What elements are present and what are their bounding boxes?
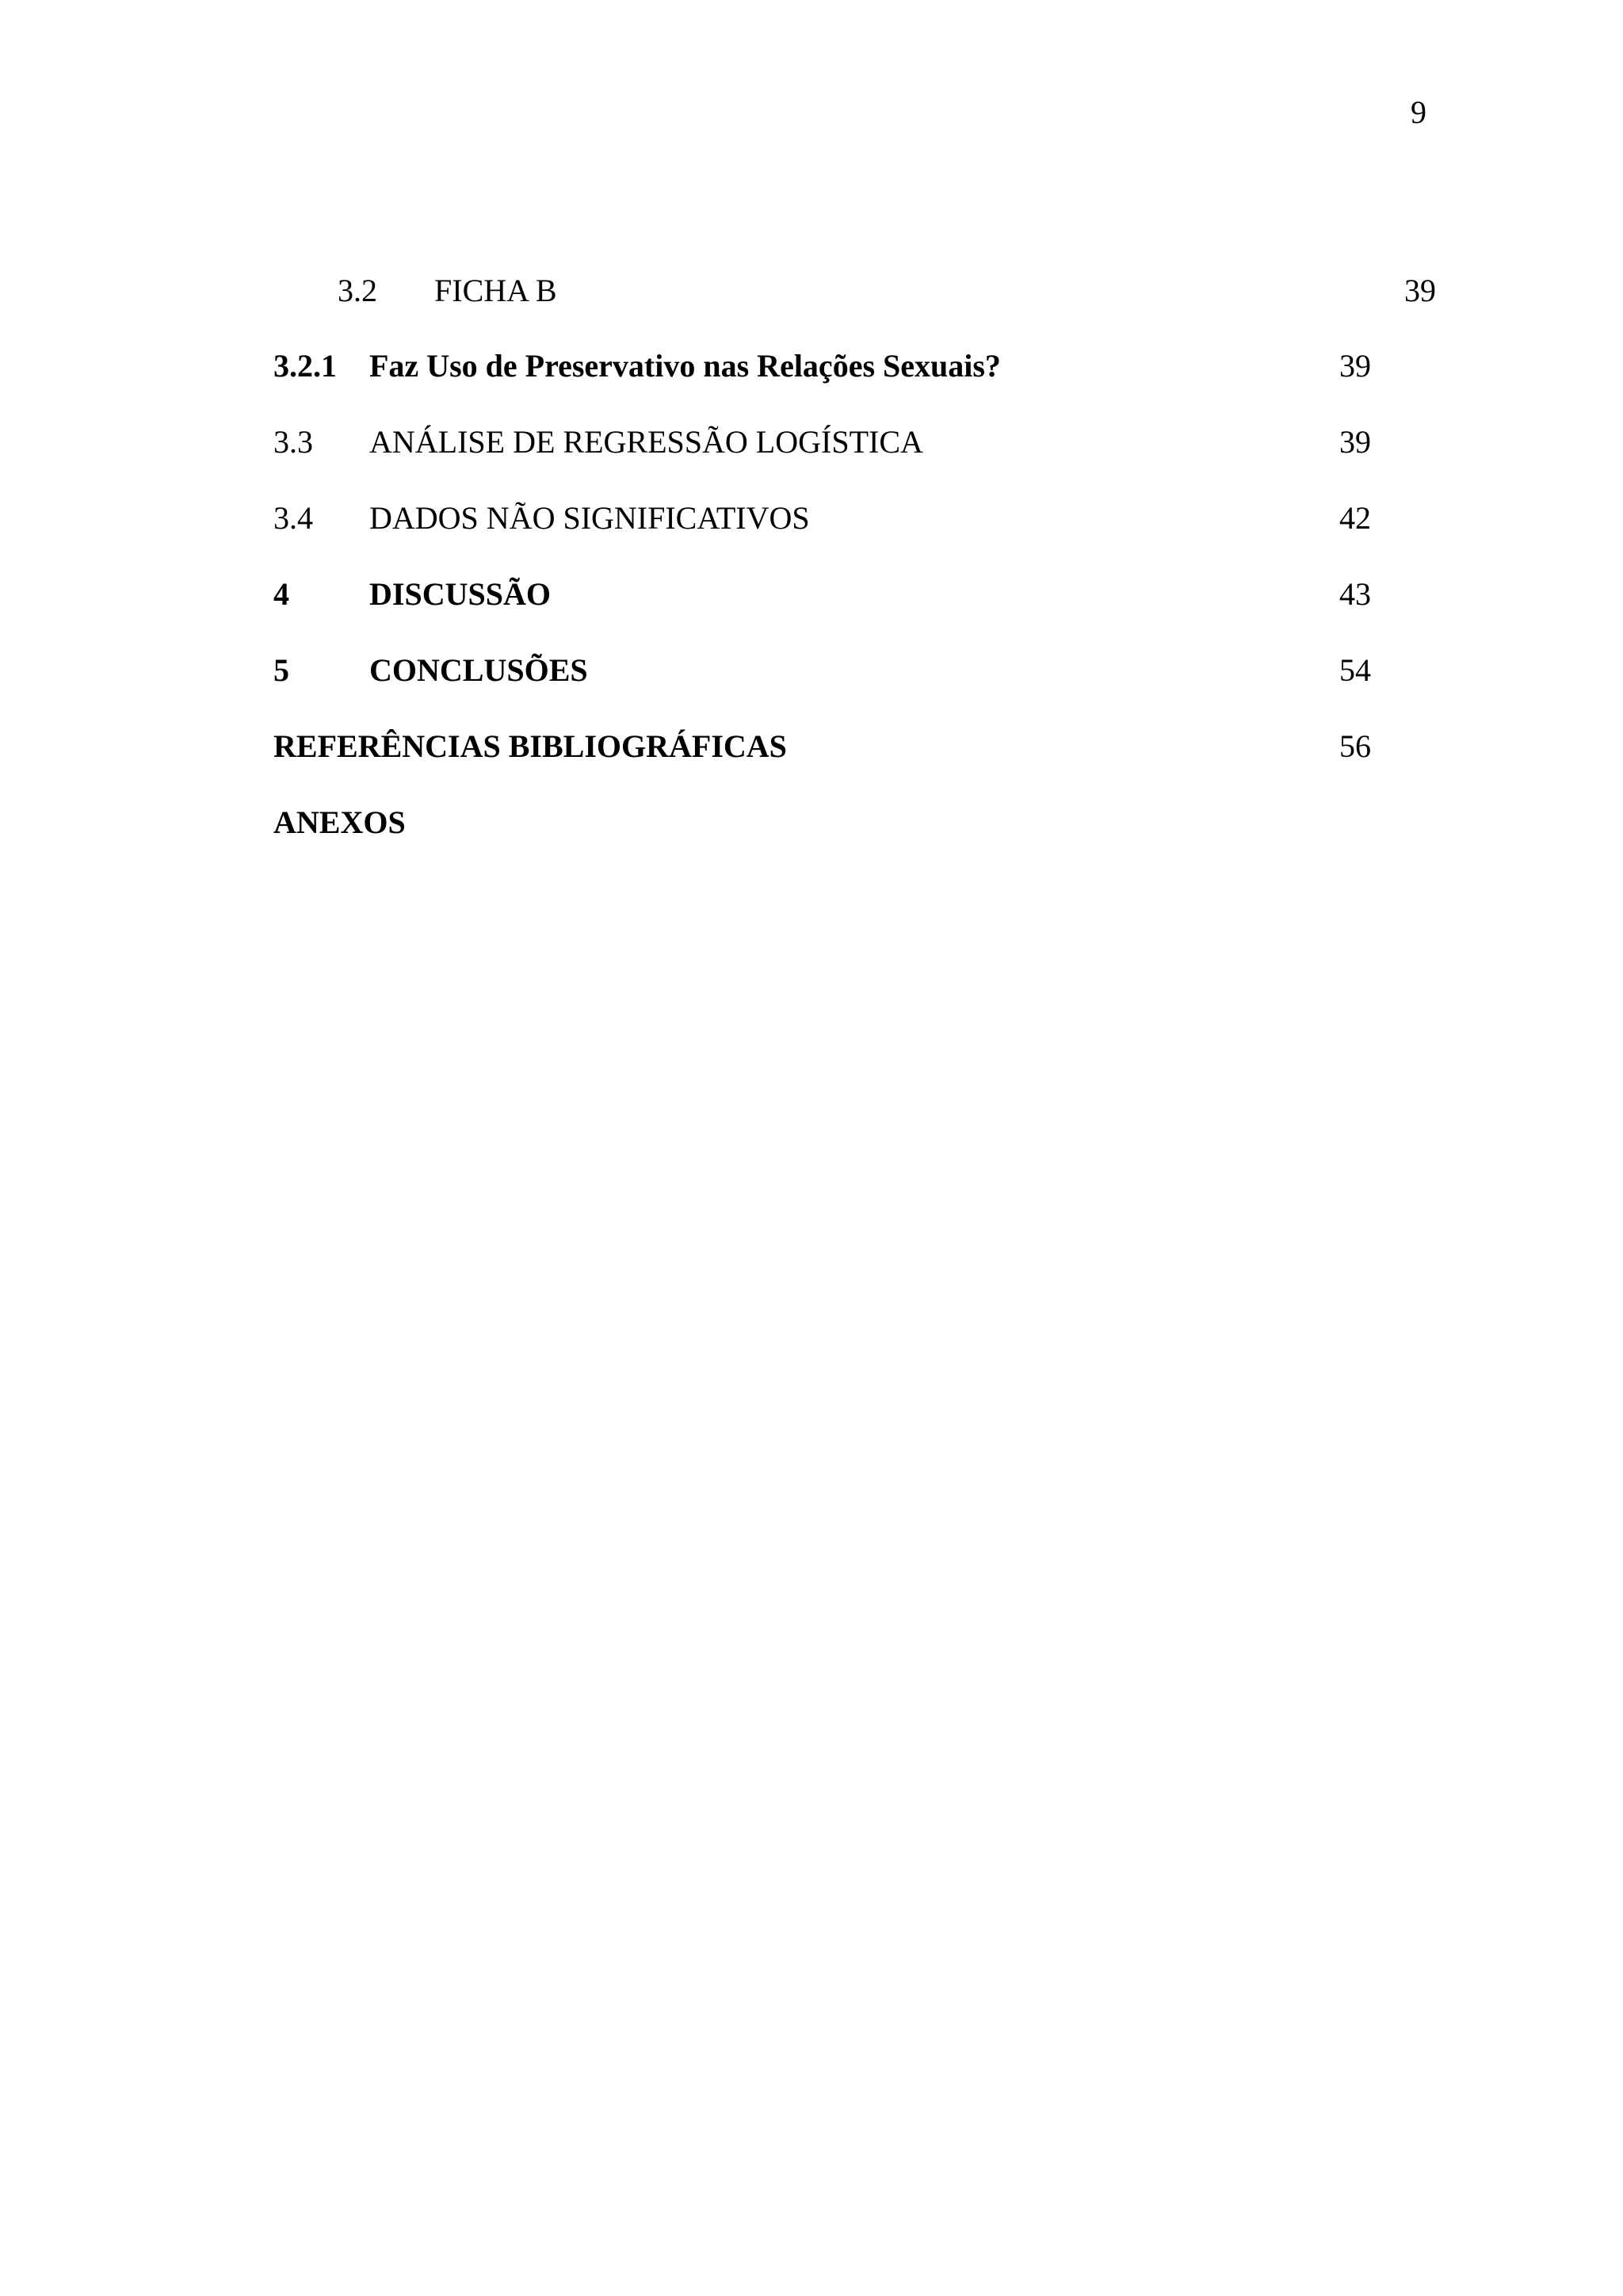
toc-entry-title: DADOS NÃO SIGNIFICATIVOS — [369, 500, 810, 536]
toc-entry-page: 56 — [1339, 728, 1371, 764]
toc-entry-title: ANEXOS — [273, 804, 406, 840]
toc-entry-number: 3.2.1 — [273, 348, 337, 384]
toc-entry-title: FICHA B — [434, 273, 557, 308]
toc-entry-title: CONCLUSÕES — [369, 652, 588, 688]
toc-entry-title: ANÁLISE DE REGRESSÃO LOGÍSTICA — [369, 424, 923, 460]
toc-entry-page: 54 — [1339, 652, 1371, 688]
toc-entry-number: 4 — [273, 576, 289, 612]
toc-entry-number: 5 — [273, 652, 289, 688]
toc-entry-title: REFERÊNCIAS BIBLIOGRÁFICAS — [273, 728, 787, 764]
toc-entry-number: 3.2 — [338, 273, 377, 308]
toc-entry-title: Faz Uso de Preservativo nas Relações Sexuais? — [369, 348, 1001, 384]
toc-entry-number: 3.3 — [273, 424, 313, 460]
toc-entry-number: 3.4 — [273, 500, 313, 536]
toc-entry-page: 42 — [1339, 500, 1371, 536]
page-number: 9 — [1411, 94, 1426, 130]
toc-entry-page: 39 — [1339, 424, 1371, 460]
toc-entry-page: 43 — [1339, 576, 1371, 612]
toc-entry-page: 39 — [1339, 348, 1371, 384]
toc-entry-page: 39 — [1404, 273, 1436, 308]
toc-entry-title: DISCUSSÃO — [369, 576, 551, 612]
